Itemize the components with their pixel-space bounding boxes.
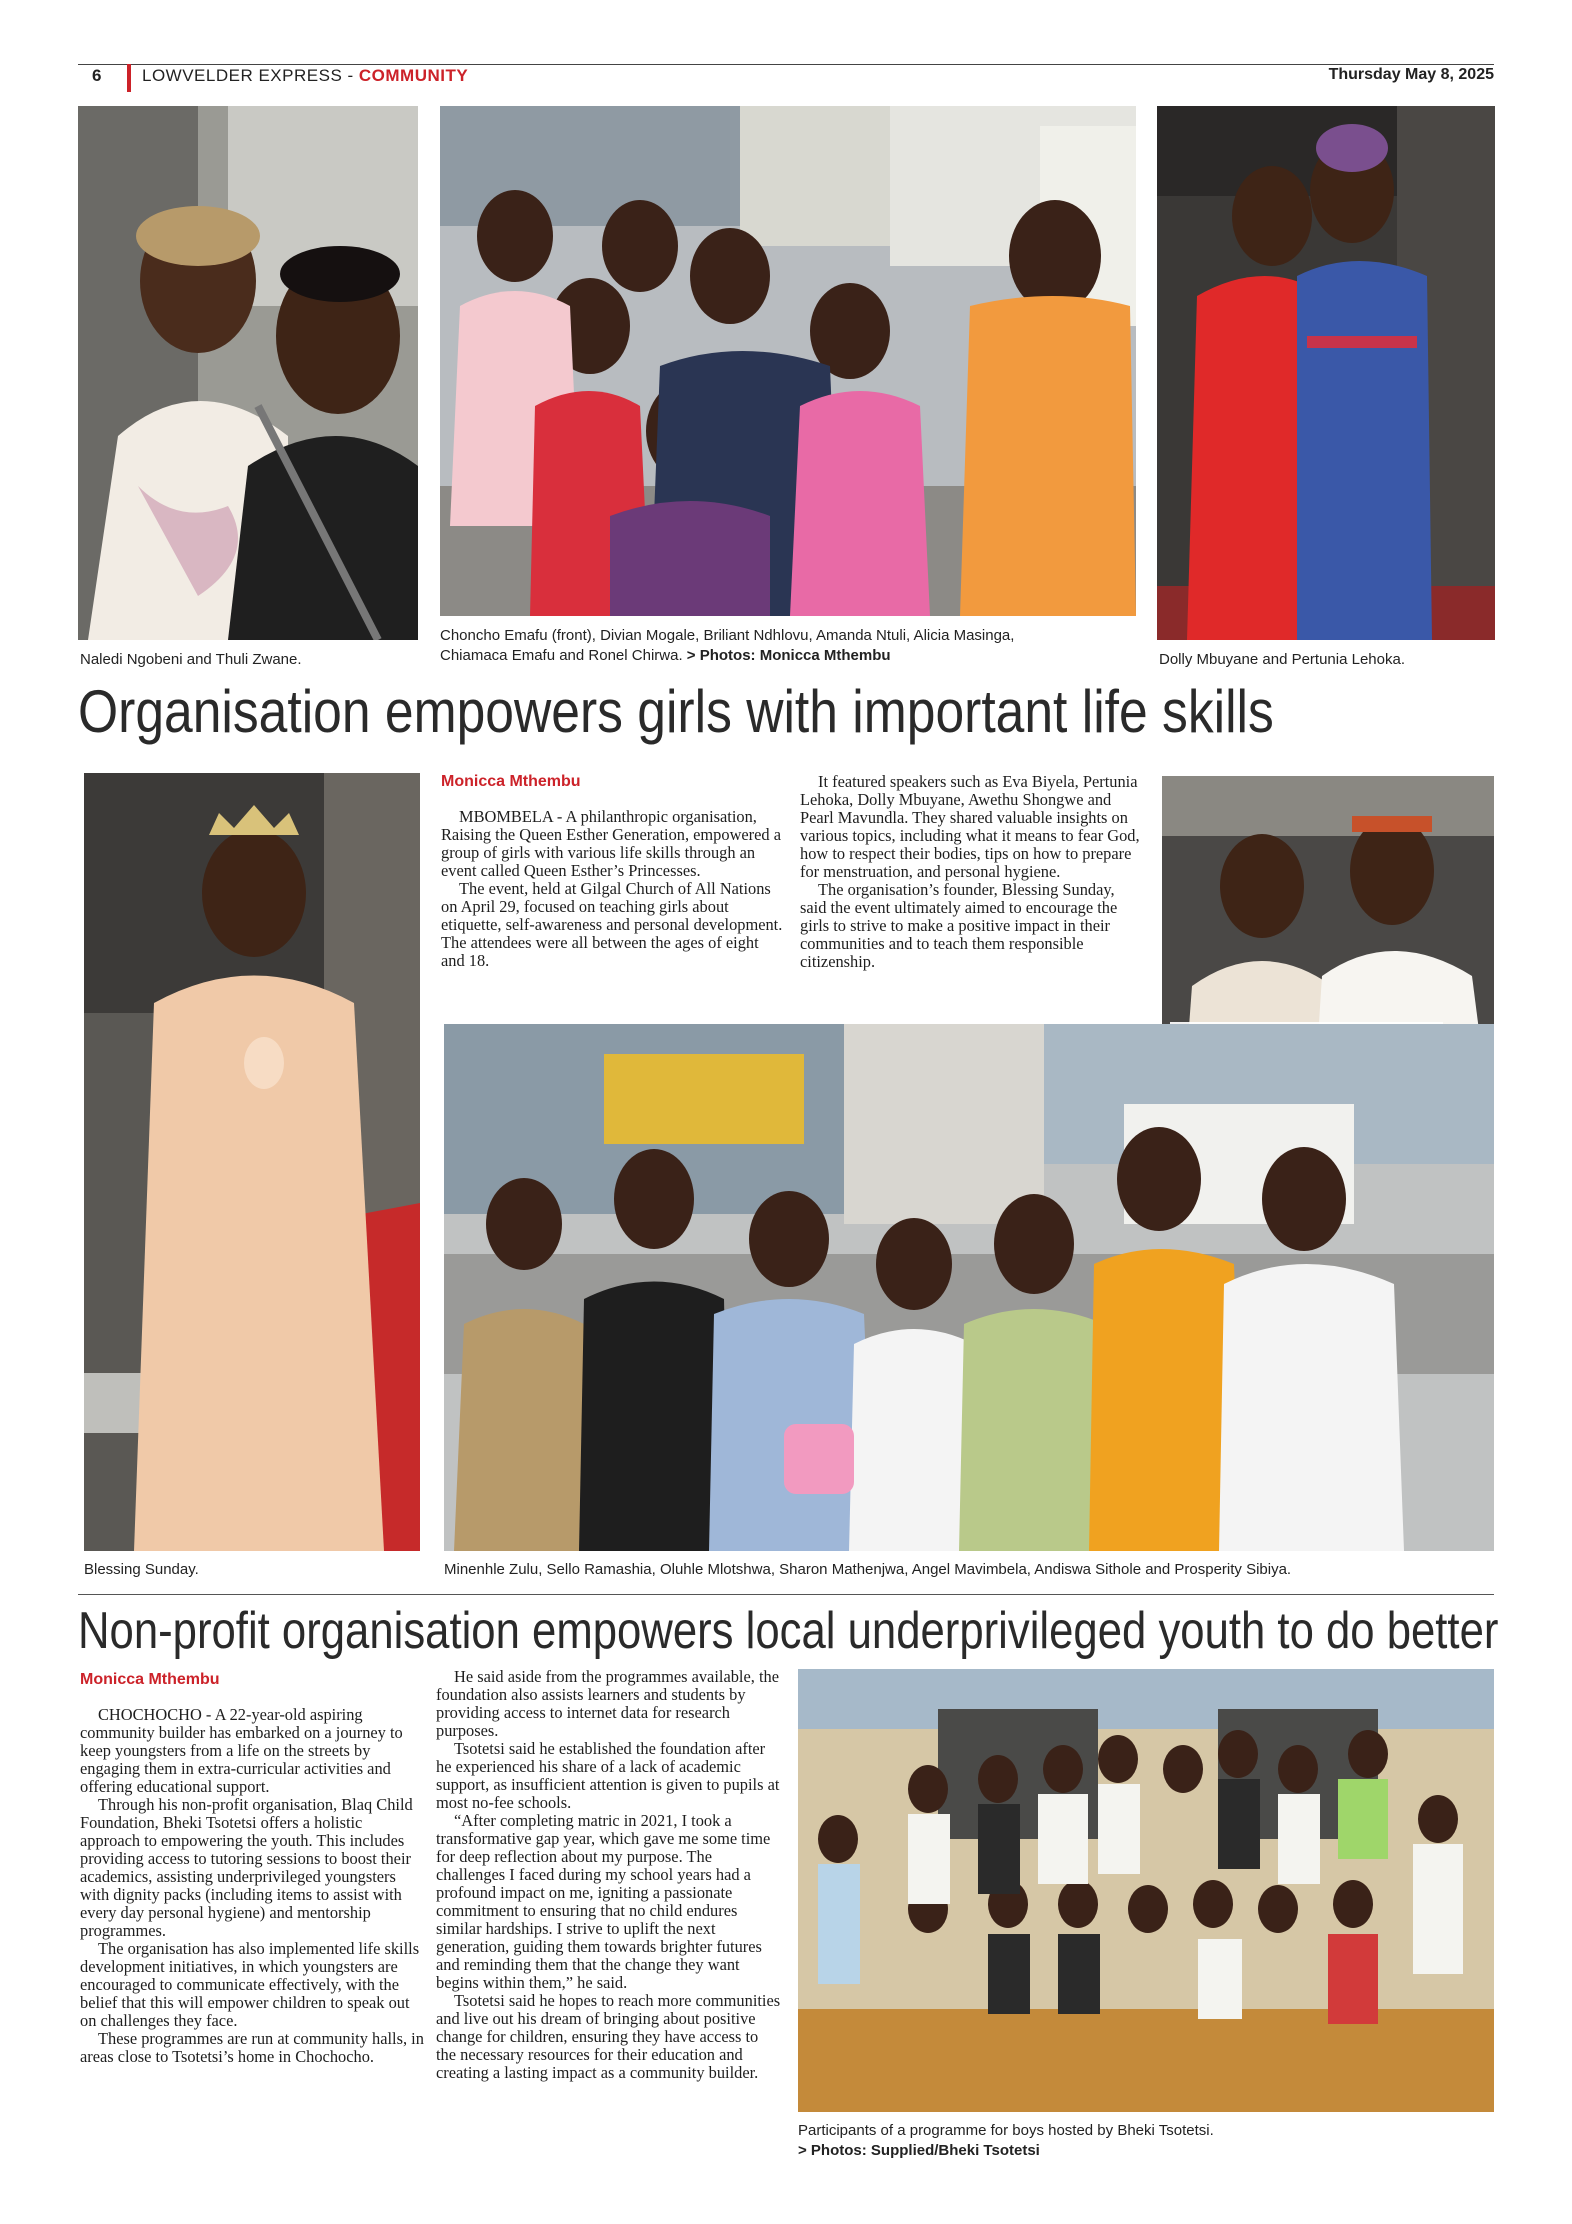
caption-dolly-pertunia: Dolly Mbuyane and Pertunia Lehoka. (1159, 651, 1405, 668)
photo-young-girls-group (440, 106, 1136, 616)
story2-top-rule (78, 1594, 1494, 1595)
caption-young-girls (440, 626, 1140, 666)
section-name: COMMUNITY (358, 66, 469, 85)
story1-column-2 (800, 773, 1145, 971)
story2-headline: Non-profit organisation empowers local underprivileged youth to do better (78, 1602, 1499, 1660)
story2-col2-para4: Tsotetsi said he hopes to reach more communities and live out his dream of bringing about positive change for children, ensuring they have access to the necessary resources for their education and creating a lasting impact as a community builder. (436, 1991, 781, 2082)
story1-col2-para1: It featured speakers such as Eva Biyela, Pertunia Lehoka, Dolly Mbuyane, Awethu Shongwe and Pearl Mavundla. They shared valuable insights on various topics, including what it means to fear God, how to respect their bodies, tips on how to prepare for menstruation, and personal hygiene. (800, 772, 1140, 881)
photo-boys-programme (798, 1669, 1494, 2112)
caption-boys-programme (798, 2121, 1498, 2161)
header-rule (78, 64, 1494, 65)
photo-blessing-sunday (84, 773, 420, 1551)
caption-older-girls: Minenhle Zulu, Sello Ramashia, Oluhle Mlotshwa, Sharon Mathenjwa, Angel Mavimbela, Andiswa Sithole and Prosperity Sibiya. (444, 1561, 1292, 1578)
story2-col1-para1: CHOCHOCHO - A 22-year-old aspiring community builder has embarked on a journey to keep youngsters from a life on the streets by engaging them in extra-curricular activities and offering educational support. (80, 1705, 403, 1796)
page-number: 6 (92, 66, 102, 85)
caption-young-girls-line1: Choncho Emafu (front), Divian Mogale, Briliant Ndhlovu, Amanda Ntuli, Alicia Masinga, (440, 627, 1015, 644)
story2-column-1 (80, 1706, 425, 2066)
photo-dolly-pertunia (1157, 106, 1495, 640)
story2-col2-para3: “After completing matric in 2021, I took a transformative gap year, which gave me some time for deep reflection about my purpose. The challenges I faced during my school years had a profound impact on me, igniting a passionate commitment to ensuring that no child endures similar hardships. I strive to uplift the next generation, guiding them towards brighter futures and reminding them that the change they want begins within them,” he said. (436, 1811, 771, 1992)
masthead (142, 66, 468, 86)
story2-col1-para4: These programmes are run at community halls, in areas close to Tsotetsi’s home in Chochocho. (80, 2029, 424, 2066)
photo-pearl-awethu (1162, 776, 1494, 1054)
photo-naledi-thuli (78, 106, 418, 640)
header-accent-bar (127, 64, 131, 92)
issue-date: Thursday May 8, 2025 (1328, 66, 1494, 83)
caption-young-girls-line2: Chiamaca Emafu and Ronel Chirwa. (440, 647, 687, 664)
story1-byline: Monicca Mthembu (441, 773, 581, 790)
story2-byline: Monicca Mthembu (80, 1671, 220, 1688)
photo-older-girls-group (444, 1024, 1494, 1551)
photo-credit-supplied: > Photos: Supplied/Bheki Tsotetsi (798, 2142, 1040, 2159)
story2-col1-para3: The organisation has also implemented life skills development initiatives, in which youngsters are encouraged to communicate effectively, with the belief that this will empower children to speak out on challenges they face. (80, 1939, 420, 2030)
caption-boys-line1: Participants of a programme for boys hosted by Bheki Tsotetsi. (798, 2122, 1214, 2139)
story1-col1-para2: The event, held at Gilgal Church of All Nations on April 29, focused on teaching girls about etiquette, self-awareness and personal development. The attendees were all between the ages of eight and 18. (441, 879, 783, 970)
story2-col2-para2: Tsotetsi said he established the foundation after he experienced his share of a lack of academic support, as insufficient attention is given to pupils at most no-fee schools. (436, 1739, 780, 1812)
story1-headline: Organisation empowers girls with important life skills (78, 678, 1274, 745)
story1-col1-para1: MBOMBELA - A philanthropic organisation, Raising the Queen Esther Generation, empowered a group of girls with various life skills through an event called Queen Esther’s Princesses. (441, 807, 781, 880)
caption-naledi-thuli: Naledi Ngobeni and Thuli Zwane. (80, 651, 302, 668)
paper-name: LOWVELDER EXPRESS - (142, 66, 359, 85)
story2-col1-para2: Through his non-profit organisation, Blaq Child Foundation, Bheki Tsotetsi offers a holistic approach to empowering the youth. This includes providing access to tutoring sessions to boost their academics, assisting underprivileged youngsters with dignity packs (including items to assist with every day personal hygiene) and mentorship programmes. (80, 1795, 413, 1940)
caption-blessing-sunday: Blessing Sunday. (84, 1561, 199, 1578)
story1-col2-para2: The organisation’s founder, Blessing Sunday, said the event ultimately aimed to encourage the girls to strive to make a positive impact in their communities and to teach them responsible citizenship. (800, 880, 1118, 971)
story1-column-1 (441, 808, 786, 970)
photo-credit: > Photos: Monicca Mthembu (686, 647, 891, 664)
story2-col2-para1: He said aside from the programmes available, the foundation also assists learners and students by providing access to internet data for research purposes. (436, 1667, 779, 1740)
story2-column-2 (436, 1668, 781, 2082)
